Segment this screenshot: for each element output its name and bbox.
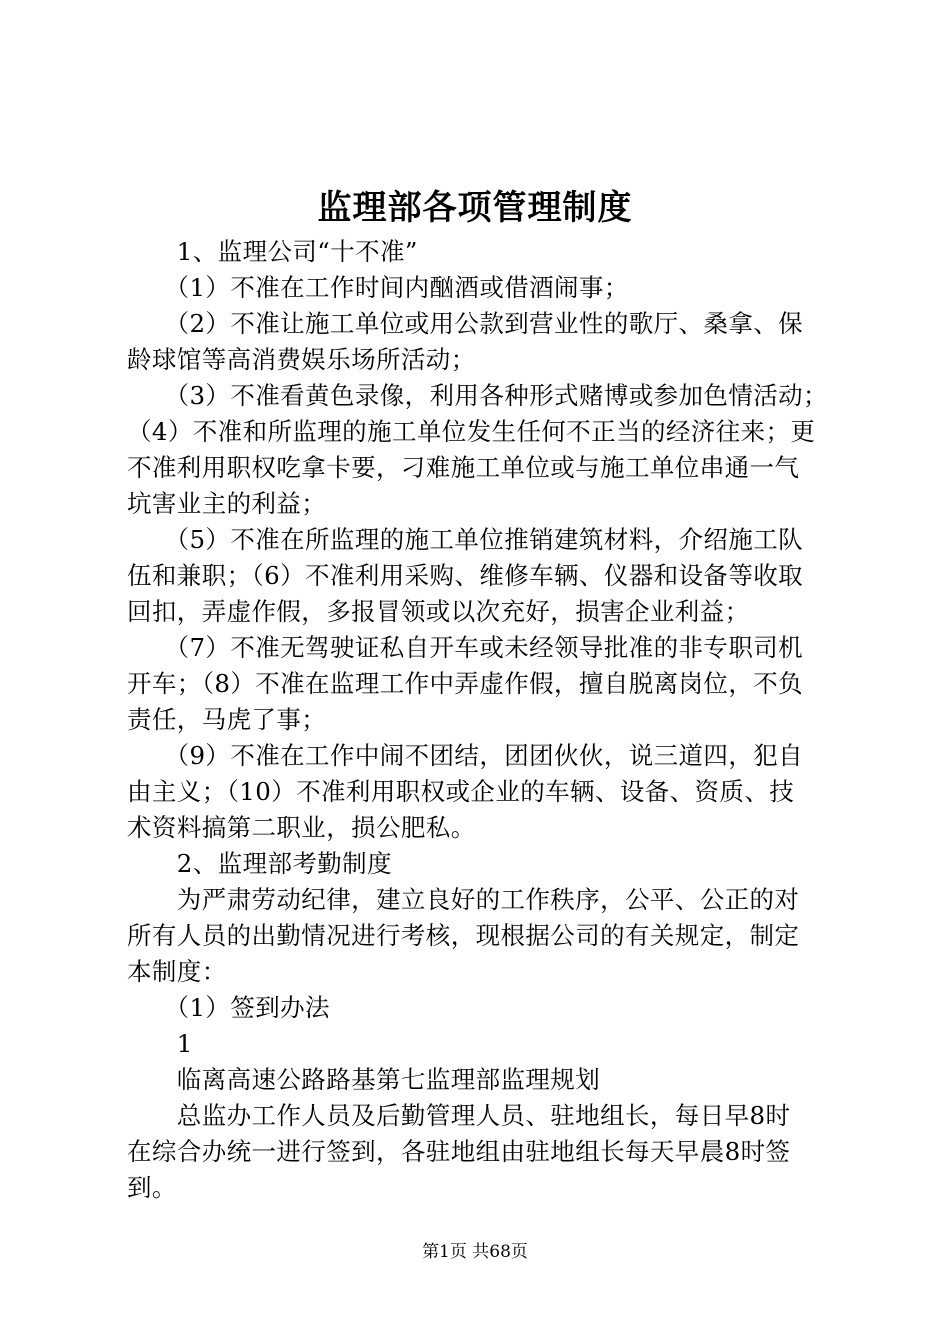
text-line: 龄球馆等高消费娱乐场所活动；: [127, 345, 476, 374]
text-line: （1）签到办法: [127, 993, 330, 1022]
text-line: 1、监理公司“十不准”: [127, 237, 418, 266]
text-line: 术资料搞第二职业，损公肥私。: [127, 813, 476, 842]
text-line: 开车；（8）不准在监理工作中弄虚作假，擅自脱离岗位，不负: [127, 669, 804, 698]
text-line: （2）不准让施工单位或用公款到营业性的歌厅、桑拿、保: [127, 309, 804, 338]
text-line: 在综合办统一进行签到，各驻地组由驻地组长每天早晨8时签: [127, 1137, 791, 1166]
text-line: 伍和兼职；（6）不准利用采购、维修车辆、仪器和设备等收取: [127, 561, 804, 590]
text-line: （5）不准在所监理的施工单位推销建筑材料，介绍施工队: [127, 525, 804, 554]
text-line: （3）不准看黄色录像，利用各种形式赌博或参加色情活动；: [127, 381, 828, 410]
text-line: 所有人员的出勤情况进行考核，现根据公司的有关规定，制定: [127, 921, 800, 950]
text-line: 本制度：: [127, 957, 227, 986]
text-line: 2、监理部考勤制度: [127, 849, 392, 878]
text-line: 总监办工作人员及后勤管理人员、驻地组长，每日早8时: [127, 1101, 791, 1130]
text-line: 不准利用职权吃拿卡要，刁难施工单位或与施工单位串通一气: [127, 453, 800, 482]
text-line: 1: [127, 1029, 193, 1058]
text-line: （7）不准无驾驶证私自开车或未经领导批准的非专职司机: [127, 633, 804, 662]
text-line: 为严肃劳动纪律，建立良好的工作秩序，公平、公正的对: [127, 885, 800, 914]
text-line: 责任，马虎了事；: [127, 705, 327, 734]
text-line: 临离高速公路路基第七监理部监理规划: [127, 1065, 601, 1094]
text-line: （1）不准在工作时间内酗酒或借酒闹事；: [127, 273, 629, 302]
text-line: 坑害业主的利益；: [127, 489, 327, 518]
text-line: 到。: [127, 1173, 177, 1202]
text-line: 由主义；（10）不准利用职权或企业的车辆、设备、资质、技: [127, 777, 795, 806]
document-title: 监理部各项管理制度: [317, 188, 633, 228]
text-line: （4）不准和所监理的施工单位发生任何不正当的经济往来；更: [127, 417, 816, 446]
text-line: （9）不准在工作中闹不团结，团团伙伙，说三道四，犯自: [127, 741, 804, 770]
text-line: 回扣，弄虚作假，多报冒领或以次充好，损害企业利益；: [127, 597, 750, 626]
page-footer: 第1页 共68页: [422, 1242, 528, 1262]
